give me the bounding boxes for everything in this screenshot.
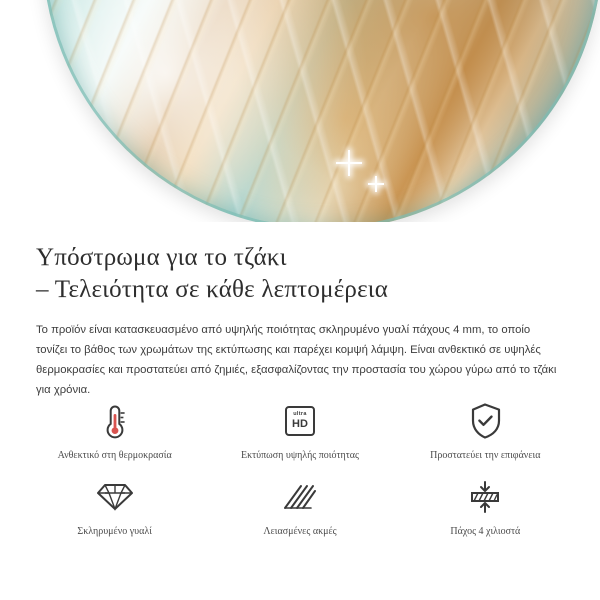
shield-check-icon [467,400,503,442]
page-title [36,242,564,306]
feature-polished-edges [207,476,392,538]
description-paragraph: Το προϊόν είναι κατασκευασμένο από υψηλής ποιότητας σκληρυμένο γυαλί πάχους 4 mm, το οποίο τονίζει το βάθος των χρωμάτων της εκτύπωσης και παρέχει κομψή λάμψη. Είναι ανθεκτικό σε υψηλές θερμοκρασίες και προστατεύει από ζημιές, εξασφαλίζοντας την προστασία του χώρου γύρω από το τζάκι για χρόνια. [36,324,557,396]
feature-tempered-glass [22,476,207,538]
ultra-hd-icon [285,400,315,442]
headline-line-2: – Τελειότητα σε κάθε λεπτομέρεια [36,276,389,303]
feature-grid [0,400,600,538]
thermometer-icon [98,400,132,442]
thickness-icon [465,476,505,518]
hero-image [0,0,600,222]
feature-thickness [393,476,578,538]
feature-label: Λειασμένες ακμές [263,526,337,537]
feature-surface-protection [393,400,578,462]
feature-label: Προστατεύει την επιφάνεια [430,450,541,461]
feature-label: Πάχος 4 χιλιοστά [450,526,521,537]
feature-label: Ανθεκτικό στη θερμοκρασία [57,450,172,461]
ultra-hd-badge-bottom: HD [292,417,308,430]
feature-print-quality [207,400,392,462]
text-block [0,222,600,400]
diamond-icon [96,476,134,518]
ultra-hd-badge-top: ultra [293,411,307,418]
marble-glass-disc [42,0,600,222]
glass-edge [42,0,600,222]
feature-heat-resistant [22,400,207,462]
headline-line-1: Υπόστρωμα για το τζάκι [36,244,287,271]
feature-label: Σκληρυμένο γυαλί [77,526,152,537]
feature-label: Εκτύπωση υψηλής ποιότητας [241,450,359,461]
polished-edges-icon [281,476,319,518]
